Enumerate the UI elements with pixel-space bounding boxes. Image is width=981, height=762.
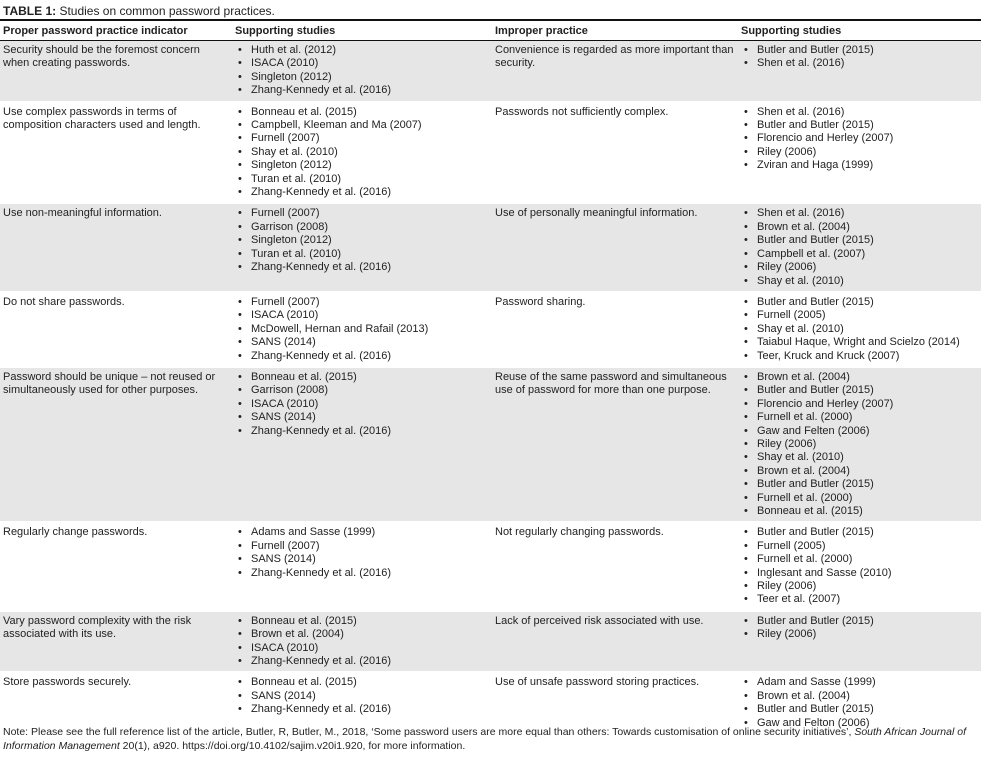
- study-item: • Butler and Butler (2015): [741, 478, 978, 491]
- header-supporting-studies: Supporting studies: [232, 20, 492, 41]
- study-item: • Butler and Butler (2015): [741, 44, 978, 57]
- caption-text: Studies on common password practices.: [56, 4, 275, 18]
- study-item: • Teer, Kruck and Kruck (2007): [741, 350, 978, 363]
- study-item: • Butler and Butler (2015): [741, 296, 978, 309]
- improper-studies-cell: [738, 203, 981, 291]
- proper-practice-cell: Security should be the foremost concern when creating passwords.: [0, 41, 232, 102]
- improper-practice-cell: Convenience is regarded as more important than security.: [492, 41, 738, 102]
- study-item: • Huth et al. (2012): [235, 44, 489, 57]
- study-item: • Zhang-Kennedy et al. (2016): [235, 186, 489, 199]
- studies-list: [741, 371, 978, 518]
- study-item: • Furnell et al. (2000): [741, 411, 978, 424]
- table-row: [0, 203, 981, 291]
- improper-practice-cell: Lack of perceived risk associated with use.: [492, 611, 738, 673]
- study-item: • SANS (2014): [235, 553, 489, 566]
- improper-practice-cell: Use of personally meaningful information.: [492, 203, 738, 291]
- improper-practice-cell: Not regularly changing passwords.: [492, 522, 738, 610]
- study-item: • Florencio and Herley (2007): [741, 132, 978, 145]
- improper-practice-cell: Reuse of the same password and simultaneous use of password for more than one purpose.: [492, 367, 738, 522]
- study-item: • Inglesant and Sasse (2010): [741, 567, 978, 580]
- table-row: [0, 367, 981, 522]
- proper-practice-cell: Regularly change passwords.: [0, 522, 232, 610]
- study-item: • Taiabul Haque, Wright and Scielzo (2014): [741, 336, 978, 349]
- study-item: • Butler and Butler (2015): [741, 703, 978, 716]
- study-item: • Garrison (2008): [235, 221, 489, 234]
- study-item: • ISACA (2010): [235, 642, 489, 655]
- study-item: • Furnell (2005): [741, 309, 978, 322]
- studies-list: [741, 106, 978, 173]
- study-item: • Singleton (2012): [235, 234, 489, 247]
- improper-practice-cell: Passwords not sufficiently complex.: [492, 102, 738, 204]
- study-item: • Furnell (2007): [235, 207, 489, 220]
- study-item: • SANS (2014): [235, 690, 489, 703]
- study-item: • Bonneau et al. (2015): [235, 106, 489, 119]
- study-item: • Shay et al. (2010): [235, 146, 489, 159]
- study-item: • Gaw and Felton (2006): [741, 717, 978, 730]
- proper-studies-cell: [232, 522, 492, 610]
- proper-studies-cell: [232, 203, 492, 291]
- study-item: • Riley (2006): [741, 628, 978, 641]
- studies-list: [741, 615, 978, 642]
- table-caption: [3, 4, 275, 18]
- proper-studies-cell: [232, 367, 492, 522]
- note-suffix: 20(1), a920. https://doi.org/10.4102/sajim.v20i1.920, for more information.: [119, 740, 466, 752]
- study-item: • Turan et al. (2010): [235, 173, 489, 186]
- proper-practice-cell: Do not share passwords.: [0, 292, 232, 367]
- studies-list: [741, 526, 978, 606]
- proper-studies-cell: [232, 292, 492, 367]
- study-item: • Furnell et al. (2000): [741, 492, 978, 505]
- table-row: [0, 41, 981, 102]
- studies-list: [235, 526, 489, 580]
- study-item: • SANS (2014): [235, 411, 489, 424]
- study-item: • Riley (2006): [741, 261, 978, 274]
- studies-list: [235, 371, 489, 438]
- proper-studies-cell: [232, 611, 492, 673]
- header-supporting-studies-improper: Supporting studies: [738, 20, 981, 41]
- improper-studies-cell: [738, 522, 981, 610]
- study-item: • Shay et al. (2010): [741, 323, 978, 336]
- study-item: • Bonneau et al. (2015): [235, 615, 489, 628]
- improper-practice-cell: Use of unsafe password storing practices.: [492, 672, 738, 734]
- table-row: [0, 292, 981, 367]
- study-item: • Bonneau et al. (2015): [235, 371, 489, 384]
- study-item: • Riley (2006): [741, 580, 978, 593]
- table-row: [0, 102, 981, 204]
- note-prefix: Note: Please see the full reference list of the article, Butler, R, Butler, M., 2018, ‘Some password users are more equal than others: Towards customisation of online security initiatives’,: [3, 726, 855, 738]
- study-item: • Brown et al. (2004): [741, 690, 978, 703]
- study-item: • Zhang-Kennedy et al. (2016): [235, 703, 489, 716]
- study-item: • Furnell (2007): [235, 132, 489, 145]
- password-practices-table: [0, 19, 981, 735]
- study-item: • Butler and Butler (2015): [741, 615, 978, 628]
- table-row: [0, 522, 981, 610]
- study-item: • McDowell, Hernan and Rafail (2013): [235, 323, 489, 336]
- study-item: • Zviran and Haga (1999): [741, 159, 978, 172]
- improper-studies-cell: [738, 102, 981, 204]
- study-item: • Teer et al. (2007): [741, 593, 978, 606]
- study-item: • Furnell (2005): [741, 540, 978, 553]
- header-row: [0, 20, 981, 41]
- proper-practice-cell: Use complex passwords in terms of composition characters used and length.: [0, 102, 232, 204]
- studies-list: [235, 207, 489, 274]
- study-item: • ISACA (2010): [235, 309, 489, 322]
- study-item: • SANS (2014): [235, 336, 489, 349]
- study-item: • Butler and Butler (2015): [741, 526, 978, 539]
- study-item: • Brown et al. (2004): [741, 371, 978, 384]
- study-item: • Shay et al. (2010): [741, 275, 978, 288]
- study-item: • Adam and Sasse (1999): [741, 676, 978, 689]
- improper-studies-cell: [738, 292, 981, 367]
- study-item: • Bonneau et al. (2015): [235, 676, 489, 689]
- studies-list: [741, 207, 978, 287]
- study-item: • Furnell et al. (2000): [741, 553, 978, 566]
- study-item: • Gaw and Felten (2006): [741, 425, 978, 438]
- study-item: • Campbell et al. (2007): [741, 248, 978, 261]
- header-proper-indicator: Proper password practice indicator: [0, 20, 232, 41]
- study-item: • Shen et al. (2016): [741, 57, 978, 70]
- proper-practice-cell: Use non-meaningful information.: [0, 203, 232, 291]
- note-journal: South African Journal of Information Management: [3, 726, 966, 752]
- studies-list: [741, 44, 978, 71]
- study-item: • Riley (2006): [741, 146, 978, 159]
- proper-practice-cell: Password should be unique – not reused or simultaneously used for other purposes.: [0, 367, 232, 522]
- study-item: • Brown et al. (2004): [741, 221, 978, 234]
- proper-studies-cell: [232, 41, 492, 102]
- studies-list: [741, 676, 978, 730]
- study-item: • Zhang-Kennedy et al. (2016): [235, 425, 489, 438]
- study-item: • Butler and Butler (2015): [741, 234, 978, 247]
- study-item: • Campbell, Kleeman and Ma (2007): [235, 119, 489, 132]
- study-item: • Zhang-Kennedy et al. (2016): [235, 655, 489, 668]
- improper-studies-cell: [738, 367, 981, 522]
- study-item: • Brown et al. (2004): [235, 628, 489, 641]
- study-item: • Butler and Butler (2015): [741, 119, 978, 132]
- proper-practice-cell: Store passwords securely.: [0, 672, 232, 734]
- table-note: [3, 725, 978, 753]
- studies-list: [235, 676, 489, 716]
- proper-studies-cell: [232, 102, 492, 204]
- study-item: • Turan et al. (2010): [235, 248, 489, 261]
- proper-practice-cell: Vary password complexity with the risk associated with its use.: [0, 611, 232, 673]
- study-item: • Riley (2006): [741, 438, 978, 451]
- improper-studies-cell: [738, 611, 981, 673]
- study-item: • Brown et al. (2004): [741, 465, 978, 478]
- studies-list: [235, 44, 489, 98]
- study-item: • ISACA (2010): [235, 398, 489, 411]
- study-item: • ISACA (2010): [235, 57, 489, 70]
- study-item: • Florencio and Herley (2007): [741, 398, 978, 411]
- study-item: • Furnell (2007): [235, 540, 489, 553]
- table-row: [0, 611, 981, 673]
- study-item: • Furnell (2007): [235, 296, 489, 309]
- study-item: • Zhang-Kennedy et al. (2016): [235, 84, 489, 97]
- study-item: • Shen et al. (2016): [741, 207, 978, 220]
- study-item: • Bonneau et al. (2015): [741, 505, 978, 518]
- caption-label: TABLE 1:: [3, 4, 57, 18]
- studies-list: [235, 615, 489, 669]
- study-item: • Zhang-Kennedy et al. (2016): [235, 567, 489, 580]
- study-item: • Singleton (2012): [235, 159, 489, 172]
- study-item: • Garrison (2008): [235, 384, 489, 397]
- study-item: • Butler and Butler (2015): [741, 384, 978, 397]
- header-improper-practice: Improper practice: [492, 20, 738, 41]
- study-item: • Adams and Sasse (1999): [235, 526, 489, 539]
- study-item: • Shay et al. (2010): [741, 451, 978, 464]
- study-item: • Zhang-Kennedy et al. (2016): [235, 350, 489, 363]
- study-item: • Shen et al. (2016): [741, 106, 978, 119]
- improper-practice-cell: Password sharing.: [492, 292, 738, 367]
- study-item: • Singleton (2012): [235, 71, 489, 84]
- studies-list: [235, 296, 489, 363]
- improper-studies-cell: [738, 41, 981, 102]
- study-item: • Zhang-Kennedy et al. (2016): [235, 261, 489, 274]
- studies-list: [235, 106, 489, 200]
- studies-list: [741, 296, 978, 363]
